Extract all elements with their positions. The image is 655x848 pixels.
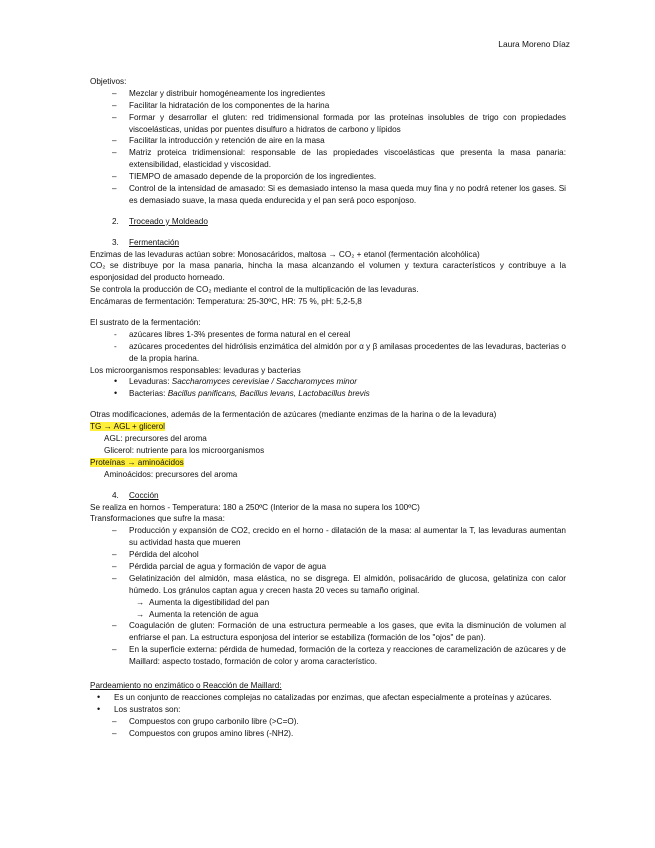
paragraph: Encámaras de fermentación: Temperatura: 25-30ºC, HR: 75 %, pH: 5,2-5,8 <box>90 297 362 307</box>
transformaciones-list-continued <box>90 620 566 668</box>
paragraph: Glicerol: nutriente para los microorganismos <box>104 445 265 455</box>
section-number: 3. <box>112 237 119 247</box>
objetivos-heading: Objetivos: <box>90 77 127 86</box>
list-item: – Mezclar y distribuir homogéneamente los ingredientes <box>90 88 566 100</box>
paragraph: Enzimas de las levaduras actúan sobre: Monosacáridos, maltosa → CO₂ + etanol (fermentación alcohólica) <box>90 249 480 259</box>
list-item: – Pérdida parcial de agua y formación de vapor de agua <box>90 561 566 573</box>
section-heading-fermentacion <box>90 237 566 249</box>
list-item: → Aumenta la digestibilidad del pan <box>90 597 566 609</box>
section-heading-coccion <box>90 490 566 502</box>
maillard-heading <box>90 680 566 692</box>
highlighted-text: Proteínas → aminoácidos <box>90 457 184 467</box>
objetivos-list <box>90 88 566 207</box>
microorganismos-heading: Los microorganismos responsables: levaduras y bacterias <box>90 365 301 375</box>
document-body <box>90 76 566 739</box>
list-item: – Producción y expansión de CO2, crecido en el horno - dilatación de la masa: al aumentar la T, las levaduras aumentan su actividad hasta que mueren <box>90 525 566 549</box>
paragraph: Se realiza en hornos - Temperatura: 180 a 250ºC (Interior de la masa no supera los 100ºC) <box>90 502 420 512</box>
heading-text: Pardeamiento no enzimático o Reacción de Maillard: <box>90 680 282 690</box>
paragraph: CO₂ se distribuye por la masa panaria, hincha la masa alcanzando el volumen y textura característicos y contribuye a la esponjosidad del producto horneado. <box>90 261 566 283</box>
species-name: Bacillus panificans, Bacillus levans, Lactobacillus brevis <box>167 389 370 399</box>
section-heading-troceado <box>90 216 566 228</box>
item-label: Bacterias: <box>129 389 168 399</box>
list-item: • Los sustratos son: <box>90 704 566 716</box>
section-number: 4. <box>112 490 119 500</box>
list-item: – Compuestos con grupos amino libres (-NH2). <box>90 728 566 740</box>
section-title: Cocción <box>129 490 159 500</box>
maillard-list <box>90 692 566 716</box>
section-title: Fermentación <box>129 237 180 247</box>
list-item: – Matriz proteica tridimensional: responsable de las propiedades viscoelásticas que presenta la masa panaria: extensibilidad, elasticidad y viscosidad. <box>90 147 566 171</box>
tg-highlight <box>90 421 566 433</box>
section-number: 2. <box>112 216 119 226</box>
list-item: – Pérdida del alcohol <box>90 549 566 561</box>
list-item: – Control de la intensidad de amasado: Si es demasiado intenso la masa queda muy fina y no podrá retener los gases. Si es demasiado suave, la masa queda endurecida y el pan será poco esponjoso. <box>90 183 566 207</box>
list-item: – Coagulación de gluten: Formación de una estructura permeable a los gases, que evita la disminución de volumen al enfriarse el pan. La estructura esponjosa del interior se estabiliza (formación de los "ojos" de pan). <box>90 620 566 644</box>
list-item: • Es un conjunto de reacciones complejas no catalizadas por enzimas, que afectan especialmente a proteínas y azúcares. <box>90 692 566 704</box>
paragraph: Se controla la producción de CO₂ mediante el control de la multiplicación de las levaduras. <box>90 285 419 295</box>
list-item: – Facilitar la hidratación de los componentes de la harina <box>90 100 566 112</box>
proteinas-highlight <box>90 457 566 469</box>
list-item: - azúcares libres 1-3% presentes de forma natural en el cereal <box>90 329 566 341</box>
sustrato-heading: El sustrato de la fermentación: <box>90 318 201 328</box>
sustrato-list <box>90 329 566 365</box>
item-label: Levaduras: <box>129 377 172 387</box>
paragraph: AGL: precursores del aroma <box>104 434 207 444</box>
section-title: Troceado y Moldeado <box>129 216 208 226</box>
species-name: Saccharomyces cerevisiae / Saccharomyces minor <box>171 377 357 387</box>
author-name: Laura Moreno Díaz <box>498 39 570 49</box>
list-item <box>90 376 566 388</box>
aumentos-list <box>90 597 566 621</box>
list-item: – TIEMPO de amasado depende de la proporción de los ingredientes. <box>90 171 566 183</box>
microorganismos-list <box>90 376 566 400</box>
otras-modificaciones-heading: Otras modificaciones, además de la fermentación de azúcares (mediante enzimas de la harina o de la levadura) <box>90 410 497 420</box>
list-item: – Formar y desarrollar el gluten: red tridimensional formada por las proteínas insolubles de trigo con propiedades viscoelásticas, unidas por puentes disulfuro a hidratos de carbono y lípidos <box>90 112 566 136</box>
list-item: - azúcares procedentes del hidrólisis enzimática del almidón por α y β amilasas procedentes de las levaduras, bacterias o de la propia harina. <box>90 341 566 365</box>
highlighted-text: TG → AGL + glicerol <box>90 422 166 432</box>
list-item: → Aumenta la retención de agua <box>90 609 566 621</box>
paragraph: Transformaciones que sufre la masa: <box>90 514 225 524</box>
list-item: – En la superficie externa: pérdida de humedad, formación de la corteza y reacciones de caramelización de azúcares y de Maillard: aspecto tostado, formación de color y aroma característico. <box>90 644 566 668</box>
list-item: – Facilitar la introducción y retención de aire en la masa <box>90 135 566 147</box>
list-item <box>90 388 566 400</box>
transformaciones-list <box>90 525 566 596</box>
list-item: – Compuestos con grupo carbonilo libre (>C=O). <box>90 716 566 728</box>
sustratos-list <box>90 716 566 740</box>
list-item: – Gelatinización del almidón, masa elástica, no se disgrega. El almidón, polisacárido de glucosa, gelatiniza con calor húmedo. Los gránulos captan agua y crecen hasta 20 veces su tamaño original. <box>90 573 566 597</box>
paragraph: Aminoácidos: precursores del aroma <box>104 469 238 479</box>
